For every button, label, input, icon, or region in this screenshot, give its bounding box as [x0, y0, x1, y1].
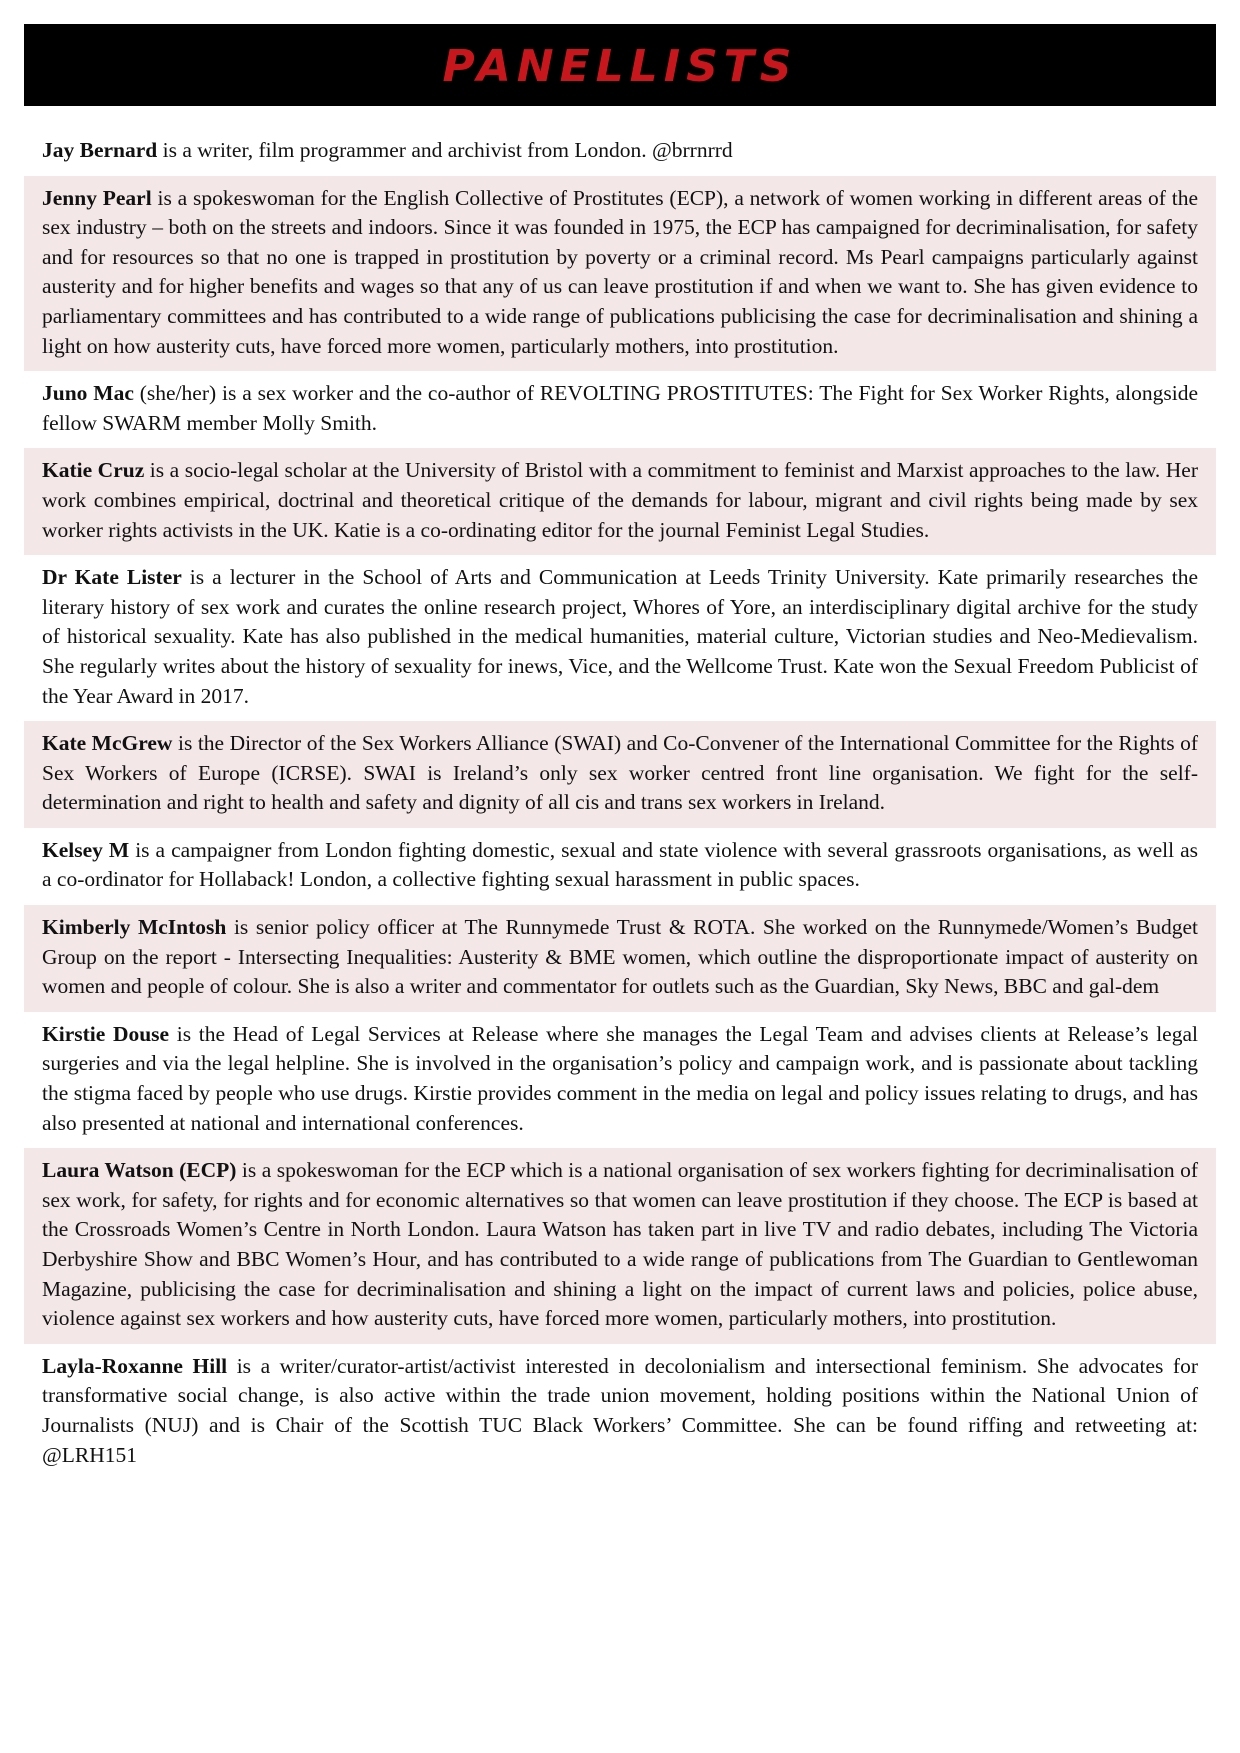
- panellist-entry: [24, 176, 1216, 372]
- panellist-bio: is a campaigner from London fighting domestic, sexual and state violence with several grassroots organisations, as well as a co-ordinator for Hollaback! London, a collective fighting sexual harassment in public spaces.: [42, 837, 1198, 892]
- panellist-name: Juno Mac: [42, 381, 134, 406]
- panellist-entry: [24, 1344, 1216, 1480]
- panellist-bio: is a spokeswoman for the English Collective of Prostitutes (ECP), a network of women working in different areas of the sex industry – both on the streets and indoors. Since it was founded in 1975, the ECP has campaigned for decriminalisation, for safety and for resources so that no one is trapped in prostitution by poverty or a criminal record. Ms Pearl campaigns particularly against austerity and for higher benefits and wages so that any of us can leave prostitution if and when we want to. She has given evidence to parliamentary committees and has contributed to a wide range of publications publicising the case for decriminalisation and shining a light on how austerity cuts, have forced more women, particularly mothers, into prostitution.: [42, 185, 1199, 358]
- panellist-name: Katie Cruz: [42, 458, 145, 483]
- panellist-entry: [24, 128, 1216, 176]
- panellist-entry: [24, 905, 1216, 1012]
- panellist-bio: is a lecturer in the School of Arts and Communication at Leeds Trinity University. Kate primarily researches the literary history of sex work and curates the online research project, Whores of Yore, an interdisciplinary digital archive for the study of historical sexuality. Kate has also published in the medical humanities, material culture, Victorian studies and Neo-Medievalism. She regularly writes about the history of sexuality for inews, Vice, and the Wellcome Trust. Kate won the Sexual Freedom Publicist of the Year Award in 2017.: [42, 565, 1198, 708]
- panellist-bio: is senior policy officer at The Runnymede Trust & ROTA. She worked on the Runnymede/Women’s Budget Group on the report - Intersecting Inequalities: Austerity & BME women, which outline the disproportionate impact of austerity on women and people of colour. She is also a writer and commentator for outlets such as the Guardian, Sky News, BBC and gal-dem: [42, 915, 1198, 999]
- panellist-entry: [24, 1148, 1216, 1344]
- panellist-name: Dr Kate Lister: [42, 565, 182, 590]
- panellist-name: Jenny Pearl: [42, 185, 152, 210]
- panellist-bio: is a socio-legal scholar at the University of Bristol with a commitment to feminist and Marxist approaches to the law. Her work combines empirical, doctrinal and theoretical critique of the demands for labour, migrant and civil rights being made by sex worker rights activists in the UK. Katie is a co-ordinating editor for the journal Feminist Legal Studies.: [42, 458, 1199, 542]
- panellist-name: Laura Watson (ECP): [42, 1158, 237, 1183]
- panellist-entry: [24, 828, 1216, 905]
- panellist-bio: is a writer/curator-artist/activist interested in decolonialism and intersectional feminism. She advocates for transformative social change, is also active within the trade union movement, holding positions within the National Union of Journalists (NUJ) and is Chair of the Scottish TUC Black Workers’ Committee. She can be found riffing and retweeting at: @LRH151: [42, 1353, 1198, 1467]
- panellist-bio: is a writer, film programmer and archivist from London. @brrnrrd: [157, 138, 733, 162]
- page-title: PANELLISTS: [442, 40, 798, 92]
- panellist-list: [24, 128, 1216, 1480]
- panellist-bio: is a spokeswoman for the ECP which is a national organisation of sex workers fighting for decriminalisation of sex work, for safety, for rights and for economic alternatives so that women can leave prostitution if they choose. The ECP is based at the Crossroads Women’s Centre in North London. Laura Watson has taken part in live TV and radio debates, including The Victoria Derbyshire Show and BBC Women’s Hour, and has contributed to a wide range of publications from The Guardian to Gentlewoman Magazine, publicising the case for decriminalisation and shining a light on the impact of current laws and policies, police abuse, violence against sex workers and how austerity cuts, have forced more women, particularly mothers, into prostitution.: [42, 1158, 1198, 1331]
- panellist-name: Kirstie Douse: [42, 1021, 170, 1046]
- panellist-entry: [24, 371, 1216, 448]
- panellist-name: Kelsey M: [42, 837, 130, 862]
- panellist-entry: [24, 448, 1216, 555]
- panellist-name: Kate McGrew: [42, 731, 173, 756]
- panellist-name: Jay Bernard: [42, 138, 158, 162]
- panellist-entry: [24, 721, 1216, 828]
- panellist-bio: (she/her) is a sex worker and the co-author of REVOLTING PROSTITUTES: The Fight for Sex Worker Rights, alongside fellow SWARM member Molly Smith.: [42, 381, 1199, 435]
- panellist-entry: [24, 1012, 1216, 1148]
- panellist-name: Layla-Roxanne Hill: [42, 1353, 228, 1378]
- panellist-bio: is the Head of Legal Services at Release where she manages the Legal Team and advises clients at Release’s legal surgeries and via the legal helpline. She is involved in the organisation’s policy and campaign work, and is passionate about tackling the stigma faced by people who use drugs. Kirstie provides comment in the media on legal and policy issues relating to drugs, and has also presented at national and international conferences.: [42, 1021, 1198, 1135]
- panellist-name: Kimberly McIntosh: [42, 915, 227, 940]
- panellist-entry: [24, 555, 1216, 721]
- page-header: [24, 24, 1216, 106]
- panellist-bio: is the Director of the Sex Workers Alliance (SWAI) and Co-Convener of the International Committee for the Rights of Sex Workers of Europe (ICRSE). SWAI is Ireland’s only sex worker centred front line organisation. We fight for the self-determination and right to health and safety and dignity of all cis and trans sex workers in Ireland.: [42, 731, 1198, 815]
